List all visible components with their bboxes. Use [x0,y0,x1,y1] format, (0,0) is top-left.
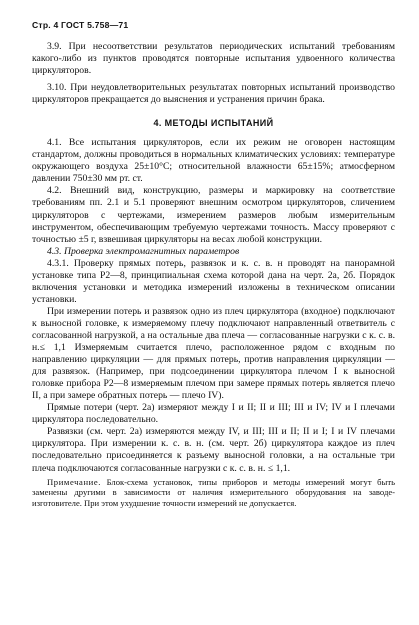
paragraph-4-3-1: 4.3.1. Проверку прямых потерь, развязок и к. с. в. н проводят на панорамной установке типа Р2—8, принципиальная схема которой дана на черт. 2а, 2б. Порядок включения установки и методика измерений изложены в техническом описании установки. [32,257,395,305]
paragraph-isolation: Развязки (см. черт. 2а) измеряются между IV, и III; III и II; II и I; I и IV плечами циркулятора. При измерении к. с. в. н. (см. черт. 2б) циркулятора каждое из плеч последовательно присоединяется к разъему выносной головки, а на остальные три плеча подключаются согласованные нагрузки с к. с. в. н. ≤ 1,1. [32,426,395,474]
section-title: 4. МЕТОДЫ ИСПЫТАНИЙ [153,118,274,129]
paragraph-3-10: 3.10. При неудовлетворительных результатах повторных испытаний производство циркуляторов прекращается до выяснения и устранения причин брака. [32,82,395,106]
paragraph-measurement: При измерении потерь и развязок одно из плеч циркулятора (входное) подключают к выносной головке, к измеряемому плечу подключают направленный ответвитель с согласованной нагрузкой, а на остальные два плеча — согласованные нагрузки с к. с. в. н.≤ 1,1 Измеряемым считается плечо, расположенное рядом с входным по направлению циркуляции — для прямых потерь, против направления циркуляции — для развязок. (Например, при подсоединении циркулятора плечом I к выносной головке прибора Р2—8 измеряемым плечом при замере прямых потерь является плечо II, а при замере обратных потерь — плечо IV). [32,305,395,402]
paragraph-direct-losses: Прямые потери (черт. 2а) измеряют между I и II; II и III; III и IV; IV и I плечами циркулятора последовательно. [32,402,395,426]
note-text: Блок-схема установок, типы приборов и методы измерений могут быть заменены другими в зависимости от наличия измерительного оборудования на заводе-изготовителе. При этом ухудшение точности измерений не допускается. [32,476,395,508]
subsection-4-3-title: 4.3. Проверка электромагнитных параметров [47,245,240,257]
paragraph-4-2: 4.2. Внешний вид, конструкцию, размеры и маркировку на соответствие требованиям пп. 2.1 и 5.1 проверяют внешним осмотром циркуляторов, сличением циркуляторов с чертежами, измерением размеров любым измерительным инструментом, обеспечивающим требуемую чертежами точность. Массу проверяют с точностью ±5 г, взвешивая циркуляторы на весах любой конструкции. [32,185,395,245]
note [32,477,395,509]
note-label: Примечание. [47,476,102,487]
paragraph-4-1: 4.1. Все испытания циркуляторов, если их режим не оговорен настоящим стандартом, должны проводиться в нормальных климатических условиях: температуре окружающего воздуха 25±10°С; относительной влажности 65±15%; атмосферном давлении 750±30 мм рт. ст. [32,137,395,185]
paragraph-3-9: 3.9. При несоответствии результатов периодических испытаний требованиям какого-либо из пунктов проводятся повторные испытания удвоенного количества циркуляторов. [32,41,395,77]
page-header: Стр. 4 ГОСТ 5.758—71 [32,20,129,30]
